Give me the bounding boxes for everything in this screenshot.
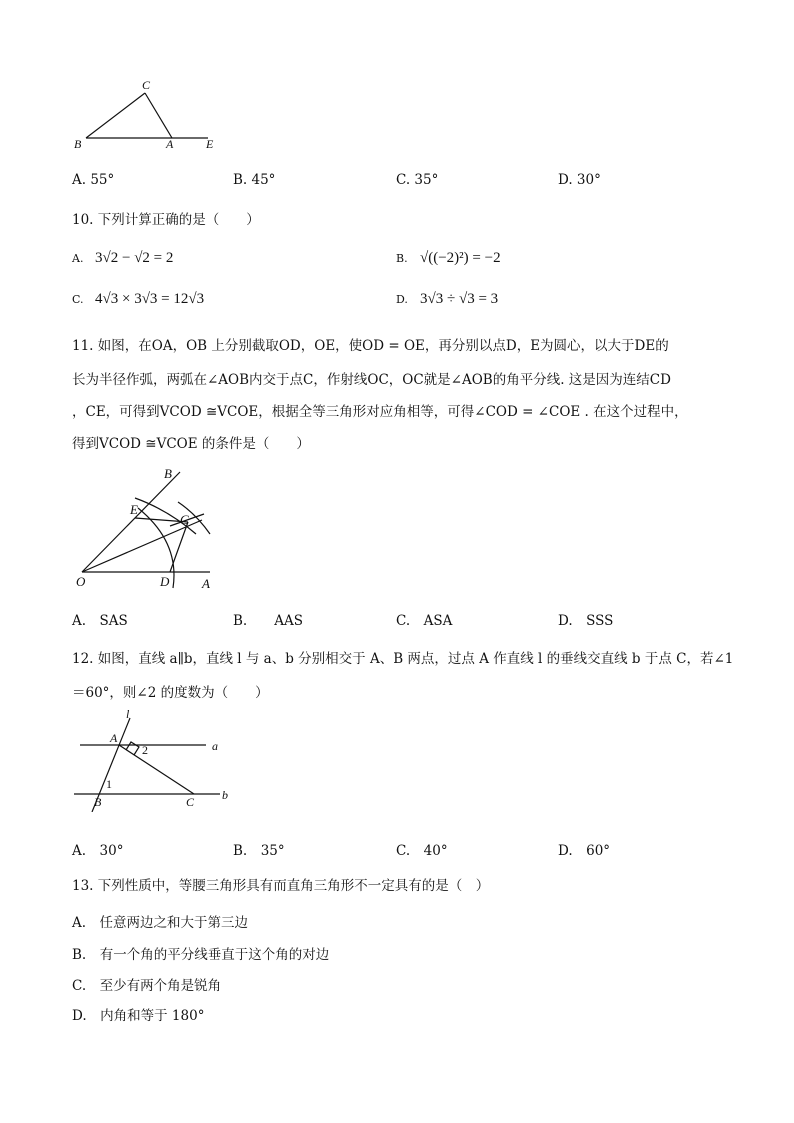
label-D: D bbox=[160, 574, 170, 589]
label-a: a bbox=[212, 739, 218, 753]
label-b: b bbox=[222, 788, 228, 802]
q9-option-b: B. 45° bbox=[233, 172, 276, 188]
label-O: O bbox=[76, 574, 86, 589]
parallel-lines-figure-q12 bbox=[70, 708, 240, 812]
label-A: A bbox=[166, 137, 174, 151]
q10-option-d-letter: D. bbox=[396, 293, 408, 306]
q10-option-c-expr: 4√3 × 3√3 = 12√3 bbox=[95, 291, 205, 307]
q12-line-2: ＝60°，则∠2 的度数为（ ） bbox=[72, 685, 269, 701]
label-E: E bbox=[206, 137, 214, 151]
q12-option-a: A. 30° bbox=[72, 843, 124, 859]
q11-line-2: 长为半径作弧，两弧在∠AOB内交于点C，作射线OC，OC就是∠AOB的角平分线. 这是因为连结CD bbox=[72, 372, 671, 388]
q11-option-d: D. SSS bbox=[558, 613, 614, 629]
q10-option-a-expr: 3√2 − √2 = 2 bbox=[95, 250, 174, 266]
label-1: 1 bbox=[106, 777, 112, 791]
q9-option-a: A. 55° bbox=[72, 172, 115, 188]
q12-option-d: D. 60° bbox=[558, 843, 611, 859]
angle-bisector-figure-q11 bbox=[70, 462, 230, 594]
label-A: A bbox=[110, 731, 118, 745]
q9-option-c: C. 35° bbox=[396, 172, 439, 188]
q13-option-b: B. 有一个角的平分线垂直于这个角的对边 bbox=[72, 947, 330, 963]
label-B: B bbox=[94, 795, 102, 809]
q11-option-c: C. ASA bbox=[396, 613, 453, 629]
q11-line-4: 得到VCOD ≅VCOE 的条件是（ ） bbox=[72, 436, 310, 452]
label-l: l bbox=[126, 708, 130, 721]
q11-option-b: B. AAS bbox=[233, 613, 303, 629]
q13-option-a: A. 任意两边之和大于第三边 bbox=[72, 915, 249, 931]
q10-option-a-letter: A. bbox=[72, 252, 84, 265]
q10-option-b-letter: B. bbox=[396, 252, 408, 265]
q10-stem: 10. 下列计算正确的是（ ） bbox=[72, 212, 260, 228]
q13-option-d: D. 内角和等于 180° bbox=[72, 1008, 205, 1024]
q13-option-c: C. 至少有两个角是锐角 bbox=[72, 978, 222, 994]
label-C: C bbox=[180, 512, 189, 527]
q12-line-1: 12. 如图，直线 a∥b，直线 l 与 a、b 分别相交于 A、B 两点，过点 A 作直线 l 的垂线交直线 b 于点 C，若∠1 bbox=[72, 651, 734, 667]
label-B: B bbox=[74, 137, 82, 151]
label-B: B bbox=[164, 466, 172, 481]
q13-stem: 13. 下列性质中，等腰三角形具有而直角三角形不一定具有的是（ ） bbox=[72, 878, 490, 894]
triangle-figure-q9 bbox=[70, 76, 230, 156]
q12-option-b: B. 35° bbox=[233, 843, 285, 859]
q12-option-c: C. 40° bbox=[396, 843, 448, 859]
q10-option-b-expr: √((−2)²) = −2 bbox=[420, 250, 501, 266]
label-E: E bbox=[130, 502, 138, 517]
q11-line-3: ，CE，可得到VCOD ≅VCOE，根据全等三角形对应角相等，可得∠COD = ∠COE . 在这个过程中， bbox=[72, 404, 688, 420]
q10-option-d-expr: 3√3 ÷ √3 = 3 bbox=[420, 291, 499, 307]
q10-option-c-letter: C. bbox=[72, 293, 84, 306]
label-2: 2 bbox=[142, 743, 148, 757]
q11-line-1: 11. 如图，在OA，OB 上分别截取OD，OE，使OD = OE，再分别以点D，E为圆心，以大于DE的 bbox=[72, 338, 669, 354]
label-A: A bbox=[202, 576, 210, 591]
q9-option-d: D. 30° bbox=[558, 172, 601, 188]
label-C: C bbox=[186, 795, 195, 809]
q11-option-a: A. SAS bbox=[72, 613, 128, 629]
label-C: C bbox=[142, 78, 151, 92]
